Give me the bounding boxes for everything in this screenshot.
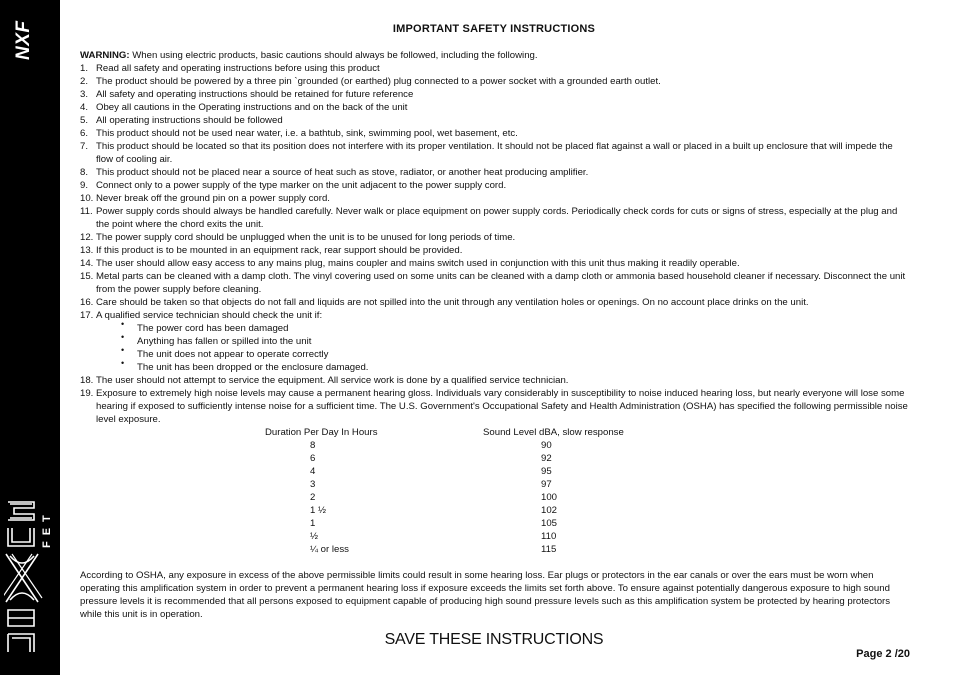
bullet-text: The power cord has been damaged (137, 323, 289, 334)
duration-header: Duration Per Day In Hours (265, 427, 378, 438)
list-item (80, 387, 910, 426)
warning-line (80, 49, 910, 62)
bullet-text: The unit has been dropped or the enclosure damaged. (137, 362, 369, 373)
item-text: Power supply cords should always be handled carefully. Never walk or place equipment on power supply cords. Periodically check cords for cuts or signs of stress, especially at the plug and the point where the chord exits the unit. (96, 206, 898, 230)
item-number: 4. (80, 102, 89, 113)
list-item (80, 101, 910, 114)
item-text: Care should be taken so that objects do not fall and liquids are not spilled into the unit through any ventilation holes or openings. On no account place drinks on the unit. (96, 297, 809, 308)
item-text: All safety and operating instructions should be retained for future reference (96, 89, 414, 100)
closing-paragraph: According to OSHA, any exposure in excess of the above permissible limits could result in some hearing loss. Ear plugs or protectors in the ear canals or over the ears must be worn when operating this amplification system in order to prevent a permanent hearing loss if exposure exceeds the limits set forth above. To ensure against potentially dangerous exposure to high sound pressure levels it is recommended that all persons exposed to equipment capable of producing high sound pressure levels such as this amplification system be protected by hearing protectors while this unit is in operation. (80, 570, 891, 620)
item-text: Connect only to a power supply of the type marker on the unit adjacent to the power supply cord. (96, 180, 507, 191)
item-number: 3. (80, 89, 89, 100)
sound-level-cell: 95 (541, 466, 552, 477)
duration-cell: 1 ½ (310, 505, 327, 516)
list-item (80, 179, 910, 192)
item-text: This product should not be used near water, i.e. a bathtub, sink, swimming pool, wet basement, etc. (96, 128, 518, 139)
item-number: 5. (80, 115, 89, 126)
table-row (80, 465, 624, 478)
item-text: All operating instructions should be followed (96, 115, 283, 126)
list-item (80, 88, 910, 101)
list-item (80, 205, 910, 231)
sound-level-cell: 97 (541, 479, 552, 490)
list-item (80, 114, 910, 127)
table-row (80, 452, 624, 465)
item-number: 13. (80, 245, 94, 256)
item-number: 19. (80, 388, 94, 399)
bullet-item (121, 319, 910, 335)
page-number: Page 2 /20 (856, 648, 910, 660)
duration-cell: 4 (310, 466, 316, 477)
duration-cell: 8 (310, 440, 316, 451)
check-bullet-list (80, 319, 910, 374)
duration-cell: 6 (310, 453, 316, 464)
sound-level-cell: 92 (541, 453, 552, 464)
item-number: 18. (80, 375, 94, 386)
bullet-item (121, 358, 910, 374)
item-text: The product should be powered by a three pin `grounded (or earthed) plug connected to a power socket with a grounded earth outlet. (96, 76, 661, 87)
sound-level-cell: 110 (541, 531, 557, 542)
list-item (80, 75, 910, 88)
item-text: Exposure to extremely high noise levels may cause a permanent hearing gloss. Individuals vary considerably in susceptibility to noise induced hearing loss, but nearly everyone will lose some hearing if exposed to sufficiently intense noise for a sufficient time. The U.S. Government's Occupational Safety and Health Administration (OSHA) has specified the following permissible noise level exposure. (96, 388, 908, 425)
item-text: The user should not attempt to service the equipment. All service work is done by a qualified service technician. (96, 375, 569, 386)
instruction-list-continued (80, 374, 910, 426)
bullet-text: Anything has fallen or spilled into the unit (137, 336, 312, 347)
item-text: The power supply cord should be unplugged when the unit is to be unused for long periods of time. (96, 232, 516, 243)
bullet-dot: • (121, 345, 125, 355)
table-row (80, 530, 624, 543)
item-text: If this product is to be mounted in an equipment rack, rear support should be provided. (96, 245, 463, 256)
model-name: NXF (13, 20, 34, 60)
instruction-list (80, 62, 910, 322)
item-number: 2. (80, 76, 89, 87)
warning-label: WARNING: (80, 50, 130, 61)
list-item (80, 309, 910, 322)
list-item (80, 231, 910, 244)
sound-level-cell: 102 (541, 505, 558, 516)
table-header-row (80, 426, 624, 439)
bullet-dot: • (121, 358, 125, 368)
item-number: 6. (80, 128, 89, 139)
save-instructions-heading: SAVE THESE INSTRUCTIONS (384, 631, 604, 648)
item-text: A qualified service technician should check the unit if: (96, 310, 323, 321)
item-text: The user should allow easy access to any mains plug, mains coupler and mains switch used in conjunction with this unit thus making it readily operable. (96, 258, 740, 269)
bullet-dot: • (121, 319, 125, 329)
bullet-item (121, 332, 910, 348)
list-item (80, 127, 910, 140)
bullet-text: The unit does not appear to operate correctly (137, 349, 329, 360)
sound-level-cell: 105 (541, 518, 558, 529)
item-number: 17. (80, 310, 94, 321)
table-row (80, 491, 624, 504)
item-text: This product should not be placed near a source of heat such as stove, radiator, or another heat producing amplifier. (96, 167, 589, 178)
list-item (80, 244, 910, 257)
list-item (80, 257, 910, 270)
table-row (80, 478, 624, 491)
table-row (80, 543, 624, 556)
table-row (80, 517, 624, 530)
list-item (80, 140, 910, 166)
item-number: 9. (80, 180, 89, 191)
page-title: IMPORTANT SAFETY INSTRUCTIONS (392, 23, 596, 35)
model-suffix: FET (41, 509, 53, 548)
item-number: 7. (80, 141, 89, 152)
item-text: Metal parts can be cleaned with a damp cloth. The vinyl covering used on some units can be cleaned with a damp cloth or ammonia based household cleaner if necessary. Disconnect the unit from the power supply before cleaning. (96, 271, 906, 295)
item-number: 15. (80, 271, 94, 282)
item-number: 14. (80, 258, 94, 269)
item-number: 11. (80, 206, 93, 217)
duration-cell: 2 (310, 492, 316, 503)
list-item (80, 166, 910, 179)
list-item (80, 296, 910, 309)
list-item (80, 270, 910, 296)
table-row (80, 504, 624, 517)
duration-cell: 1 (310, 518, 316, 529)
item-text: Obey all cautions in the Operating instructions and on the back of the unit (96, 102, 408, 113)
item-number: 8. (80, 167, 89, 178)
bullet-dot: • (121, 332, 125, 342)
item-number: 10. (80, 193, 94, 204)
item-number: 1. (80, 63, 89, 74)
item-text: Never break off the ground pin on a power supply cord. (96, 193, 330, 204)
list-item (80, 374, 910, 387)
item-number: 16. (80, 297, 94, 308)
duration-cell: ½ (310, 531, 319, 542)
item-number: 12. (80, 232, 94, 243)
sound-level-cell: 115 (541, 544, 557, 555)
warning-text: When using electric products, basic cautions should always be followed, including the following. (132, 50, 538, 61)
item-text: This product should be located so that its position does not interfere with its proper ventilation. It should not be placed flat against a wall or placed in a built up enclosure that will impede the flow of cooling air. (96, 141, 893, 165)
duration-cell: 3 (310, 479, 316, 490)
noise-exposure-table (80, 426, 624, 556)
sound-level-cell: 90 (541, 440, 552, 451)
duration-cell: ¼ or less (310, 544, 349, 555)
table-row (80, 439, 624, 452)
instructions-body (80, 49, 910, 621)
list-item (80, 192, 910, 205)
sound-level-cell: 100 (541, 492, 558, 503)
item-text: Read all safety and operating instructions before using this product (96, 63, 380, 74)
sound-level-header: Sound Level dBA, slow response (483, 427, 624, 438)
list-item (80, 62, 910, 75)
sidebar (0, 0, 60, 675)
bullet-item (121, 345, 910, 361)
